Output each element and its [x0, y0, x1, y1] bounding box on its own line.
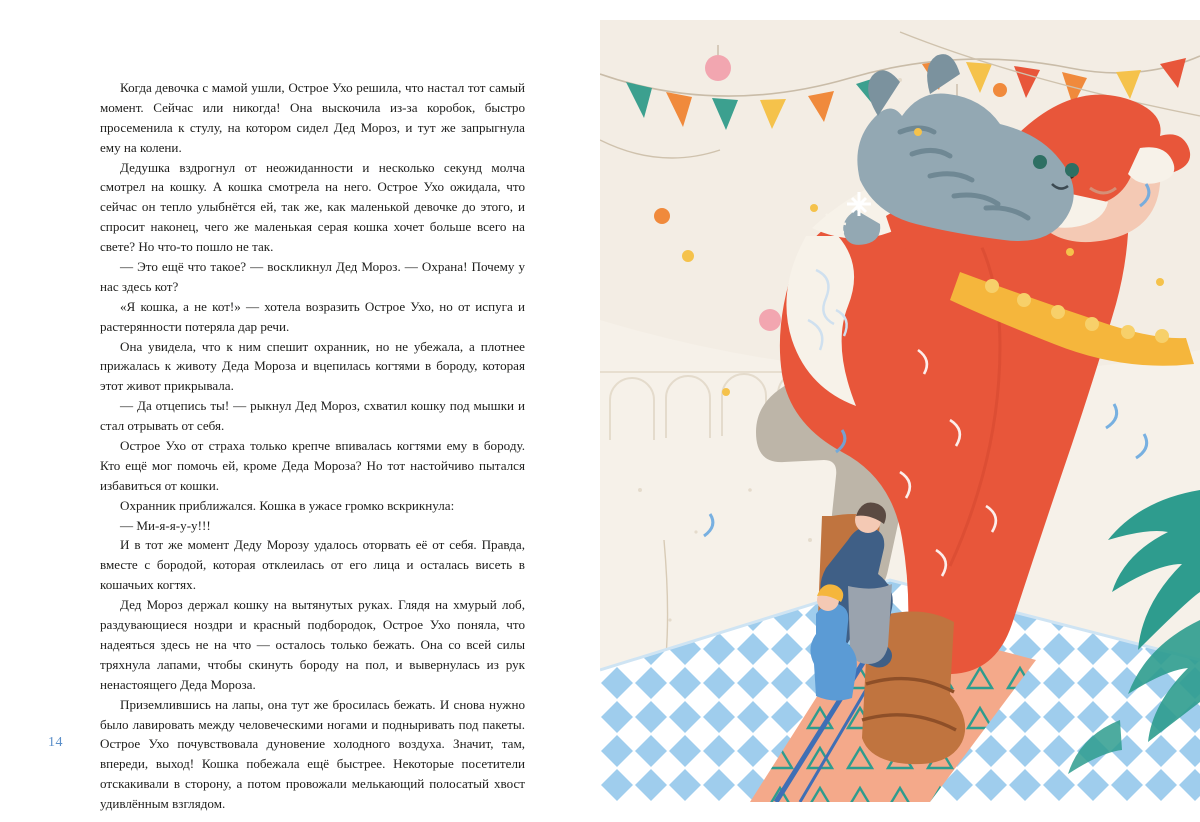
paragraph: Когда девочка с мамой ушли, Острое Ухо решила, что настал тот самый момент. Сейчас или никогда! Она выскочила из-за коробок, быстро просеменила к стулу, на котором сидел Дед Мороз, и тут же запрыгнула ему на колени.	[100, 80, 525, 155]
paragraph: И в тот же момент Деду Морозу удалось оторвать её от себя. Правда, вместе с бородой, которая отклеилась от его лица и осталась висеть в кошачьих когтях.	[100, 537, 525, 593]
body-text-column	[100, 78, 525, 814]
right-illustration-page	[600, 0, 1200, 822]
page-number: 14	[48, 735, 63, 750]
paragraph: — Да отцепись ты! — рыкнул Дед Мороз, схватил кошку под мышки и стал отрывать от себя.	[100, 398, 525, 434]
illustration-frame	[600, 20, 1200, 802]
paragraph: Дед Мороз держал кошку на вытянутых руках. Глядя на хмурый лоб, раздувающиеся ноздри и красный подбородок, Острое Ухо поняла, что надеяться здесь не на что — осталось только бежать. Она со всей силы тряхнула лапами, чтобы скинуть бороду на пол, и вывернулась из рук ненастоящего Деда Мороза.	[100, 597, 525, 692]
paragraph: Острое Ухо от страха только крепче впивалась когтями ему в бороду. Кто ещё мог помочь ей, кроме Деда Мороза? Но тот настойчиво пытался избавиться от кошки.	[100, 438, 525, 493]
illustration-artwork	[600, 20, 1200, 802]
paragraph: «Я кошка, а не кот!» — хотела возразить Острое Ухо, но от испуга и растерянности потеряла дар речи.	[100, 298, 525, 334]
paragraph: Дедушка вздрогнул от неожиданности и несколько секунд молча смотрел на кошку. А кошка смотрела на него. Острое Ухо ожидала, что сейчас он тепло улыбнётся ей, так же, как маленькой девочке до этого, и спросит наконец, чего же маленькая серая кошка хочет больше всего на свете? Но что-то пошло не так.	[100, 159, 525, 255]
paragraph: — Ми-я-я-у-у!!!	[120, 517, 211, 533]
paragraph: — Это ещё что такое? — воскликнул Дед Мороз. — Охрана! Почему у нас здесь кот?	[100, 259, 525, 294]
paragraph: Приземлившись на лапы, она тут же бросилась бежать. И снова нужно было лавировать между человеческими ногами и подныривать под пакеты. Острое Ухо почувствовала дуновение холодного воздуха. Значит, там, впереди, выход! Кошка побежала ещё быстрее. Некоторые посетители отскакивали в сторону, а потом провожали мелькающий полосатый хвост удивлённым взглядом.	[100, 696, 525, 812]
paragraph: Охранник приближался. Кошка в ужасе громко вскрикнула:	[120, 497, 455, 513]
paragraph: Она увидела, что к ним спешит охранник, но не убежала, а плотнее прижалась к животу Деда Мороза и вцепилась когтями в бороду, которая этот живот прикрывала.	[100, 338, 525, 394]
